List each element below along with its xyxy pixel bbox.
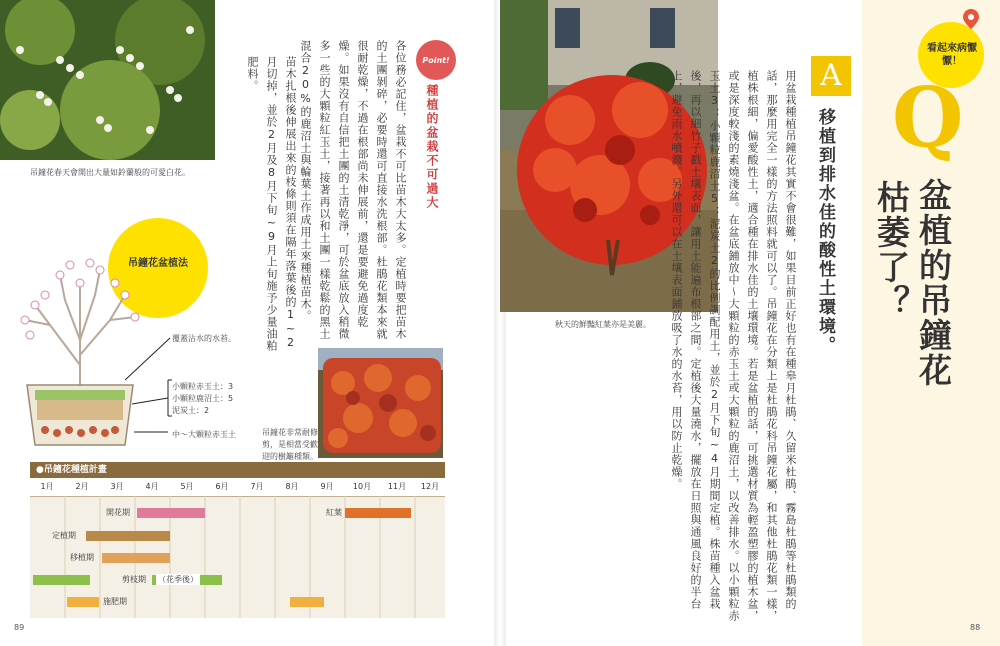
bottom-soil-note: 中～大顆粒赤玉土	[172, 430, 236, 439]
hedge-caption: 吊鐘花非常耐修剪，是相當受歡迎的樹籬種類。	[262, 428, 318, 461]
question-title-line-2: 枯萎了？	[872, 180, 911, 320]
month-10: 10月	[352, 482, 372, 491]
soil-mix-2: 小顆粒鹿沼土：5	[172, 394, 234, 403]
schedule-grid	[30, 478, 445, 618]
point-title: 種植的盆栽不可過大	[425, 84, 439, 210]
soil-mix-1: 小顆粒赤玉土：3	[172, 382, 234, 391]
bar-fertilize-2	[290, 597, 324, 607]
answer-body: 用盆栽種植吊鐘花其實不會很難，如果目前正好也有在種皋月杜鵑、久留米杜鵑、霧島杜鵑等杜鵑類的話，那麼用完全一樣的方法照料就可以了。吊鐘花在分類上是杜鵑花科吊鐘花屬，和其他杜鵑花類一樣，植株根細，偏愛酸性土，適合種在排水佳的土壤環境。若是盆植的話，可挑選材質為輕盈塑膠的植木盆，或是深度較淺的素燒淺盆。在盆底鋪放中～大顆粒的赤玉土或大顆粒的鹿沼土，以改善排水。以小顆粒赤玉土3：小顆粒鹿沼土5：泥炭土2的比例調配用土，並於2月下旬~4月期間定植。株苗種入盆栽後，再以細竹子戳土壤表面，讓用土能遍布根部之間。定植後大量澆水，擺放在日照與通風良好的半台上，避免雨水噴濺。另外還可以在土壤表面鋪放吸了水的水苔，用以防止乾燥。	[670, 70, 797, 622]
month-11: 11月	[387, 482, 407, 491]
month-8: 8月	[285, 482, 299, 491]
a-badge: A	[811, 56, 851, 96]
answer-title: 移植到排水佳的酸性土環境。	[815, 108, 835, 355]
hedge-photo	[318, 348, 443, 458]
month-2: 2月	[75, 482, 89, 491]
bar-planting	[86, 531, 170, 541]
bar-flowering	[137, 508, 205, 518]
row-flowering: 開花期	[106, 508, 130, 517]
page-number-left: 89	[14, 623, 25, 632]
bar-transplant	[102, 553, 170, 563]
month-1: 1月	[40, 482, 54, 491]
row-autumn: 紅葉	[326, 508, 342, 517]
bar-fertilize-1	[67, 597, 99, 607]
month-9: 9月	[320, 482, 334, 491]
bar-autumn	[345, 508, 411, 518]
month-6: 6月	[215, 482, 229, 491]
month-5: 5月	[180, 482, 194, 491]
point-body: 各位務必記住，盆栽不可比苗木大太多。定植時要把苗木的土團剝碎，必要時還可直接水洗根部。杜鵑花類本來就很耐乾燥，不過在根部尚未伸展前，還是要避免過度乾燥。如果沒有自信把土團的土清乾淨，可於盆底放入稍微多一些的大顆粒紅玉土，接著再以和土團一樣乾鬆的黑土混合20%的鹿沼土與輪葉土作成用土來種植苗木。	[299, 40, 407, 340]
row-transplant: 移植期	[70, 553, 94, 562]
month-4: 4月	[145, 482, 159, 491]
row-planting: 定植期	[52, 531, 76, 540]
point-body-2: 苗木扎根後伸展出來的枝條則須在隔年落葉後的1~2月切掉，並於2月及8月下旬~9月上旬施予少量油粕肥料。	[246, 56, 297, 352]
month-12: 12月	[420, 482, 440, 491]
month-3: 3月	[110, 482, 124, 491]
blossom-photo	[0, 0, 215, 160]
point-badge: Point!	[416, 40, 456, 80]
pruning-note: （花季後）	[158, 575, 198, 584]
schedule-title: ●吊鐘花種植計畫	[30, 462, 445, 478]
month-7: 7月	[250, 482, 264, 491]
location-pin-icon	[962, 8, 980, 30]
page-number-right: 88	[970, 623, 981, 632]
q-letter: Q	[892, 70, 964, 166]
question-title-line-1: 盆植的吊鐘花	[914, 178, 953, 388]
moss-note: 覆蓋沾水的水苔。	[172, 334, 236, 343]
bar-pruning-1	[33, 575, 90, 585]
planting-method-label: 吊鐘花盆植法	[128, 258, 188, 269]
blossom-caption: 吊鐘花春天會開出大量如鈴蘭般的可愛白花。	[30, 168, 190, 177]
soil-mix-3: 泥炭土：2	[172, 406, 210, 415]
tag-text: 看起來病懨懨！	[927, 43, 977, 67]
autumn-caption: 秋天的鮮豔紅葉亦是美麗。	[555, 320, 651, 329]
row-fertilize: 施肥期	[103, 597, 127, 606]
row-pruning: 剪枝期	[122, 575, 146, 584]
